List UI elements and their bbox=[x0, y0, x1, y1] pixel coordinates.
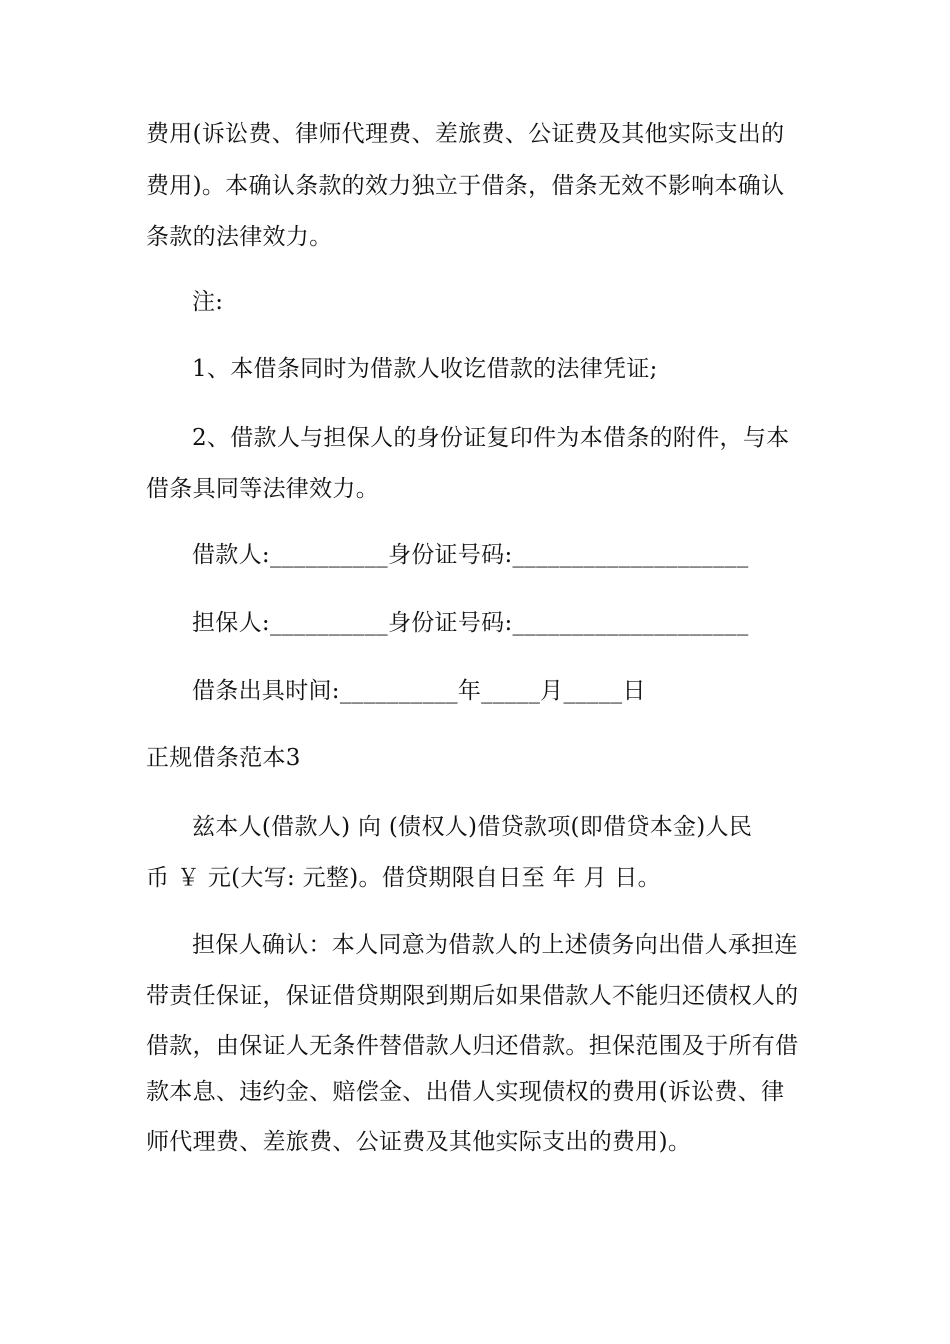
paragraph-line: 条款的法律效力。 bbox=[146, 224, 333, 250]
paragraph-line: 兹本人(借款人) 向 (债权人)借贷款项(即借贷本金)人民 bbox=[192, 814, 753, 840]
issue-date-line: 借条出具时间:__________年_____月_____日 bbox=[192, 678, 646, 704]
note-item-2-line: 2、借款人与担保人的身份证复印件为本借条的附件，与本 bbox=[192, 425, 790, 451]
paragraph-line: 借款，由保证人无条件替借款人归还借款。担保范围及于所有借 bbox=[146, 1033, 799, 1059]
paragraph-line: 币 ￥ 元(大写: 元整)。借贷期限自日至 年 月 日。 bbox=[146, 865, 661, 891]
paragraph-line: 费用)。本确认条款的效力独立于借条，借条无效不影响本确认 bbox=[146, 173, 785, 199]
guarantor-signature-line: 担保人:__________身份证号码:____________________ bbox=[192, 610, 749, 636]
section-title: 正规借条范本3 bbox=[146, 745, 301, 771]
paragraph-line: 款本息、违约金、赔偿金、出借人实现债权的费用(诉讼费、律 bbox=[146, 1079, 785, 1105]
paragraph-line: 费用(诉讼费、律师代理费、差旅费、公证费及其他实际支出的 bbox=[146, 121, 785, 147]
note-label: 注: bbox=[192, 289, 224, 315]
paragraph-line: 带责任保证，保证借贷期限到期后如果借款人不能归还债权人的 bbox=[146, 983, 799, 1009]
note-item-1: 1、本借条同时为借款人收讫借款的法律凭证; bbox=[192, 356, 658, 382]
note-item-2-line: 借条具同等法律效力。 bbox=[146, 476, 379, 502]
borrower-signature-line: 借款人:__________身份证号码:____________________ bbox=[192, 542, 749, 568]
paragraph-line: 担保人确认：本人同意为借款人的上述债务向出借人承担连 bbox=[192, 932, 798, 958]
paragraph-line: 师代理费、差旅费、公证费及其他实际支出的费用)。 bbox=[146, 1129, 692, 1155]
